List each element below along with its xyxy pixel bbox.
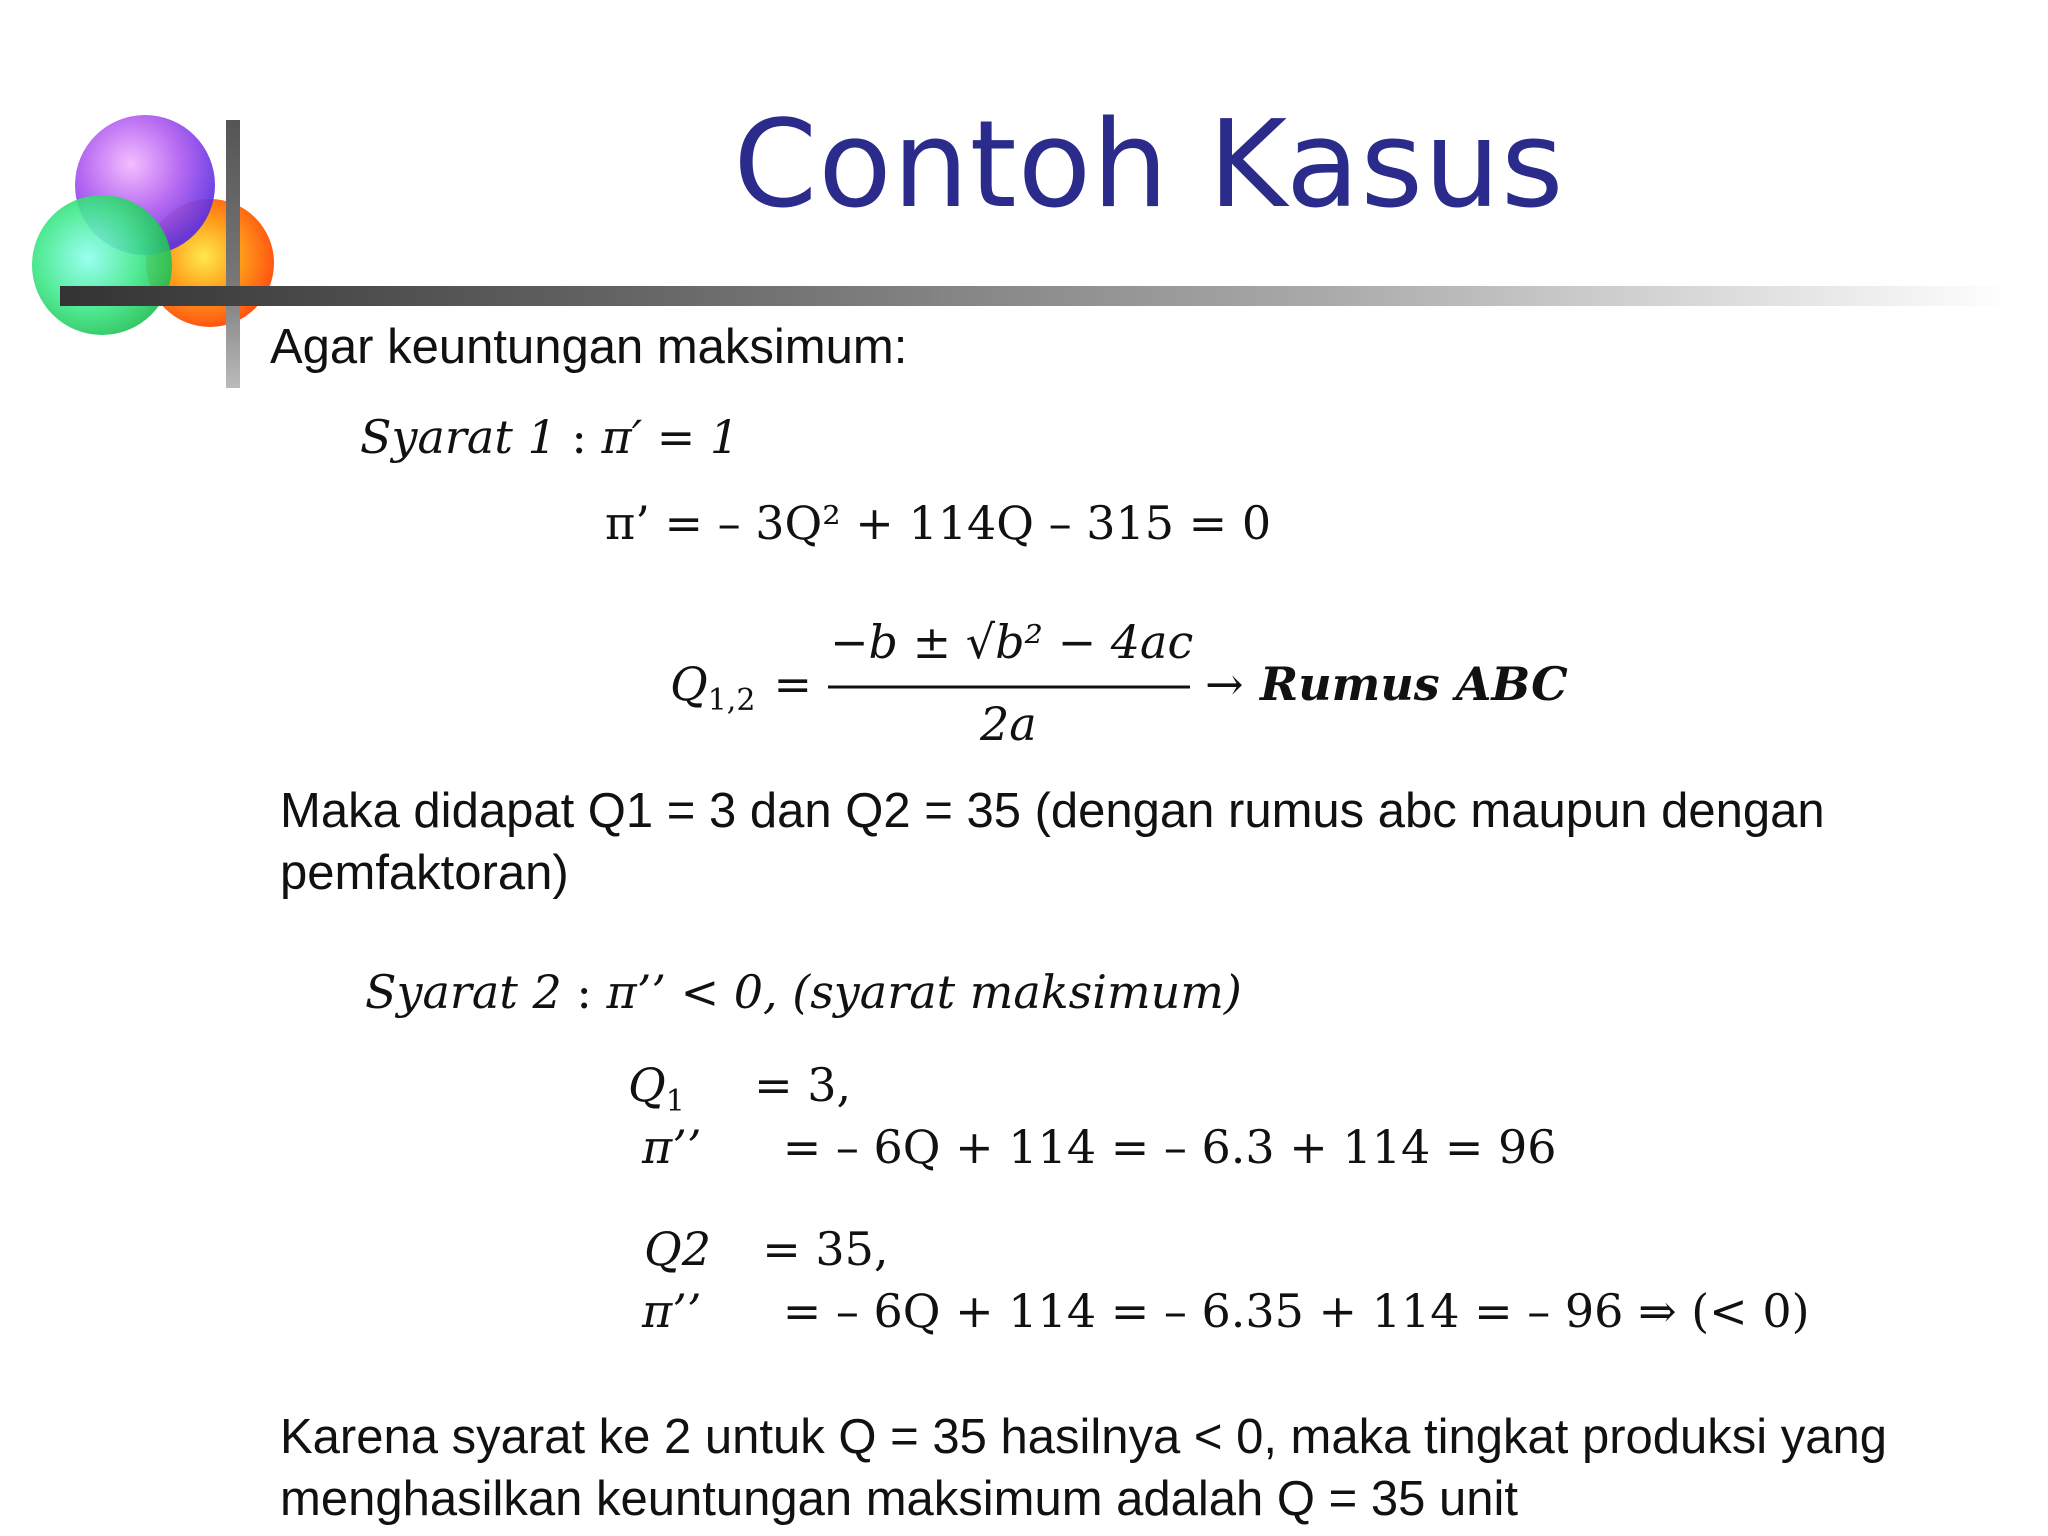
case1-pi: π’’	[642, 1120, 702, 1174]
formula-label: Rumus ABC	[1260, 657, 1568, 711]
case2-q: Q2	[644, 1222, 711, 1276]
case1-q-sub: 1	[665, 1084, 685, 1119]
formula-arrow: →	[1205, 657, 1244, 711]
formula-denominator: 2a	[980, 697, 1037, 750]
case1-q-value: = 3,	[754, 1058, 852, 1112]
case1-q-line	[628, 1058, 852, 1119]
case2-calc: = – 6Q + 114 = – 6.35 + 114 = – 96 ⇒ (< 0)	[782, 1284, 1810, 1338]
syarat1-label: Syarat 1	[360, 410, 557, 464]
case1-pi-line	[642, 1120, 1557, 1174]
syarat2-condition: π’’ < 0, (syarat maksimum)	[606, 965, 1242, 1019]
formula-numerator: −b ± √b² − 4ac	[830, 615, 1194, 669]
syarat2-label: Syarat 2	[365, 965, 562, 1019]
syarat1-condition: π′ = 1	[601, 410, 740, 464]
case2-pi-line	[642, 1284, 1810, 1338]
slide-title: Contoh Kasus	[733, 96, 1565, 235]
syarat1-line: Syarat 1 : π′ = 1	[360, 410, 740, 464]
case2-q-line	[644, 1222, 889, 1276]
case1-calc: = – 6Q + 114 = – 6.3 + 114 = 96	[782, 1120, 1557, 1174]
conclusion-text: Karena syarat ke 2 untuk Q = 35 hasilnya < 0, maka tingkat produksi yang menghasilkan keuntungan maksimum adalah Q = 35 unit	[280, 1410, 1888, 1526]
syarat1-equation: π’ = – 3Q² + 114Q – 315 = 0	[605, 496, 1272, 550]
syarat2-line: Syarat 2 : π’’ < 0, (syarat maksimum)	[365, 965, 1242, 1019]
horizontal-divider	[60, 286, 2010, 306]
case2-q-value: = 35,	[762, 1222, 889, 1276]
result-text: Maka didapat Q1 = 3 dan Q2 = 35 (dengan rumus abc maupun dengan pemfaktoran)	[280, 784, 1825, 900]
intro-text: Agar keuntungan maksimum:	[270, 320, 908, 374]
case2-pi: π’’	[642, 1284, 702, 1338]
case1-q: Q	[628, 1058, 666, 1112]
formula-lhs: $Q_{1,2}$ =	[670, 657, 812, 718]
quadratic-formula	[670, 610, 1570, 750]
